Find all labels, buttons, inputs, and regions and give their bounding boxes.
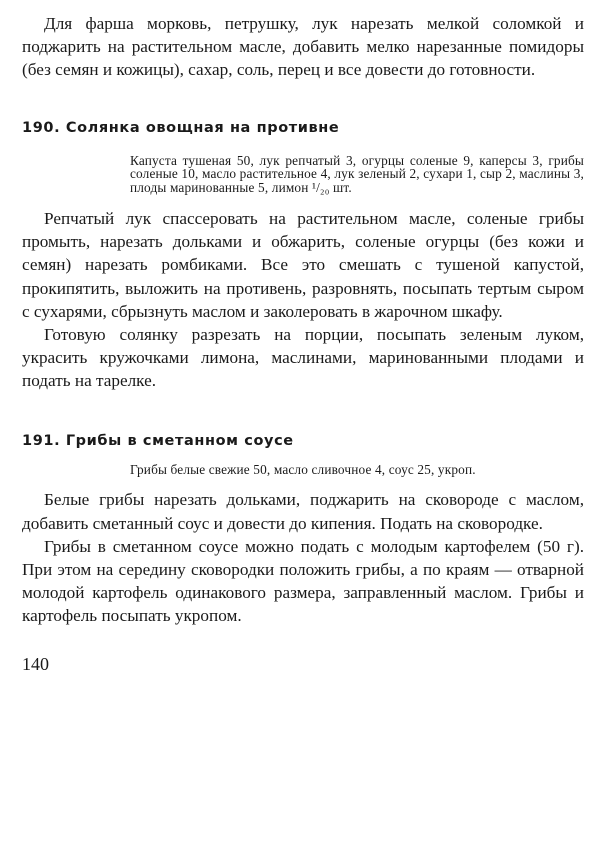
recipe-191-title: 191. Грибы в сметанном соусе [22,432,294,449]
recipe-191 [22,433,584,628]
recipe-190-ingredients: Капуста тушеная 50, лук репчатый 3, огурцы соленые 9, каперсы 3, грибы соленые 10, масло растительное 4, лук зеленый 2, сухари 1, сыр 2, маслины 3, плоды маринованные 5, лимон ¹/₂₀ шт. [130,152,584,196]
page-number: 140 [22,653,49,674]
intro-paragraph: Для фарша морковь, петрушку, лук нарезать мелкой соломкой и поджарить на растительном масле, добавить мелко нарезанные помидоры (без семян и кожицы), сахар, соль, перец и все довести до готовности. [22,14,584,80]
recipe-190-paragraph-2: Готовую солянку разрезать на порции, посыпать зеленым луком, украсить кружочками лимона, маслинами, маринованными плодами и подать на тарелке. [22,325,584,391]
recipe-190-title: 190. Солянка овощная на противне [22,119,340,136]
recipe-191-ingredients: Грибы белые свежие 50, масло сливочное 4, соус 25, укроп. [130,461,476,477]
recipe-190-paragraph-1: Репчатый лук спассеровать на растительном масле, соленые грибы промыть, нарезать дольками и обжарить, соленые огурцы (без кожи и семян) нарезать ромбиками. Все это смешать с тушеной капустой, прокипятить, выложить на противень, разровнять, посыпать тертым сыром с сухарями, сбрызнуть маслом и заколеровать в жарочном шкафу. [22,209,584,321]
book-page [22,12,584,675]
recipe-191-paragraph-1: Белые грибы нарезать дольками, поджарить на сковороде с маслом, добавить сметанный соус и довести до кипения. Подать на сковородке. [22,490,584,533]
recipe-191-paragraph-2: Грибы в сметанном соусе можно подать с молодым картофелем (50 г). При этом на середину сковородки положить грибы, а по краям — отварной молодой картофель одинакового размера, заправленный маслом. Грибы и картофель посыпать укропом. [22,536,584,626]
recipe-190 [22,120,584,393]
